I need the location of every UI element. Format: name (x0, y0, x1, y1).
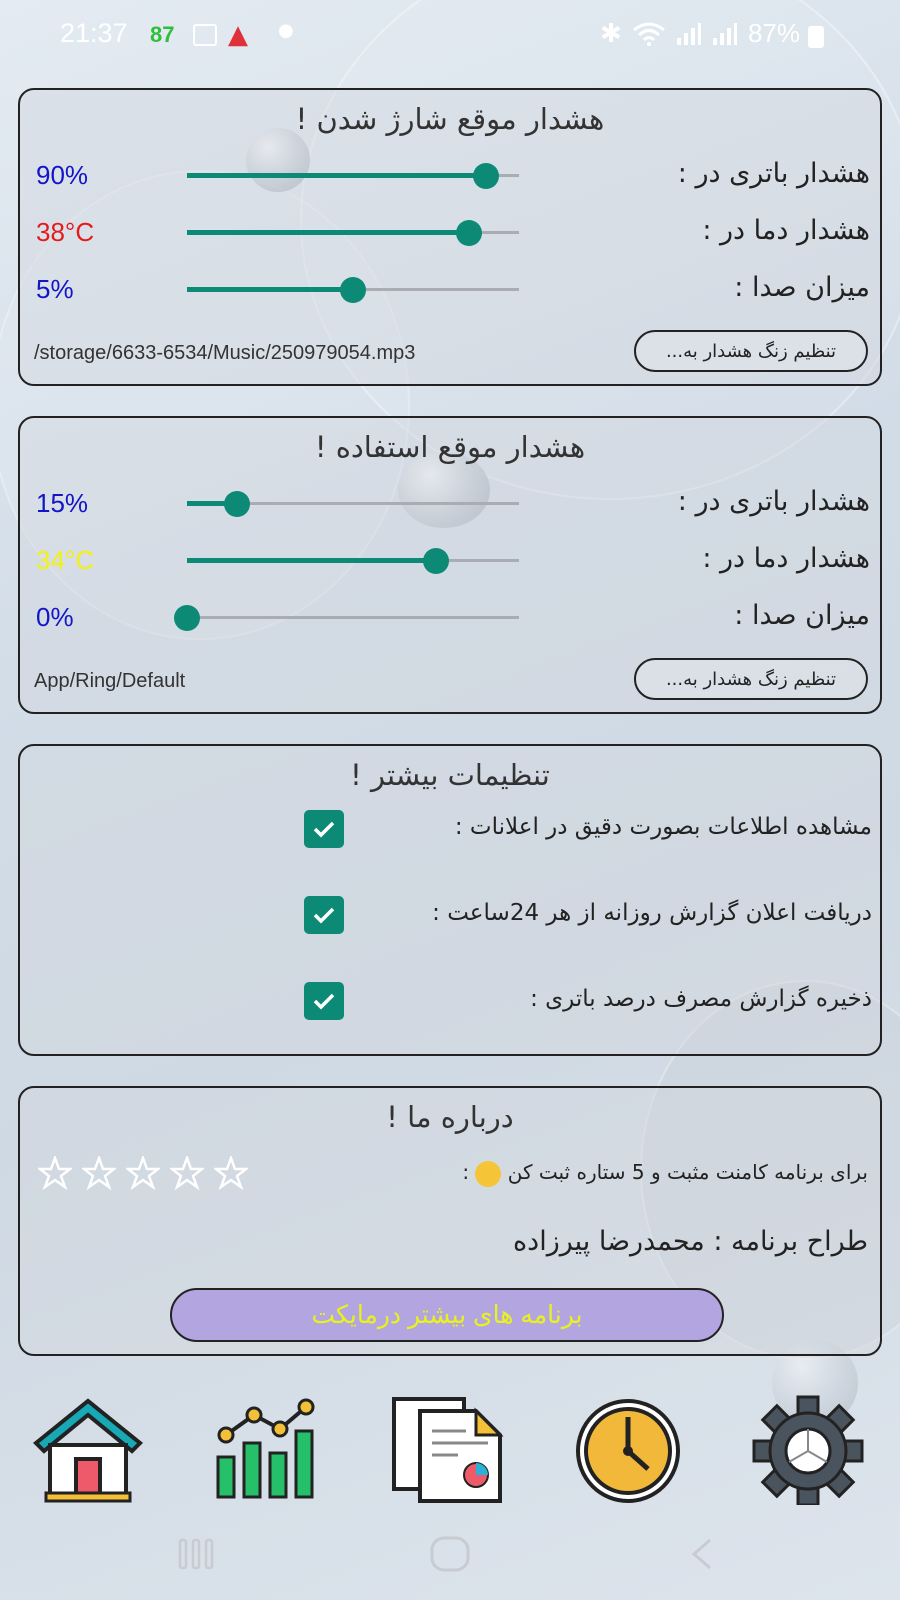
bottom-nav (0, 1395, 900, 1505)
checkbox-daily-report[interactable] (304, 896, 344, 934)
temperature-slider[interactable] (187, 231, 519, 234)
star-icon[interactable] (38, 1156, 72, 1190)
status-bar (0, 0, 900, 70)
row-value: 90% (36, 160, 89, 190)
slider-thumb[interactable] (174, 605, 200, 631)
slider-thumb[interactable] (340, 277, 366, 303)
slider-thumb[interactable] (224, 491, 250, 517)
row-value: 38°C (36, 217, 95, 247)
row-value: 34°C (36, 545, 95, 575)
clock-icon (568, 1395, 688, 1505)
slider-fill (187, 230, 469, 235)
status-time: 21:37 (60, 18, 128, 48)
row-value: 5% (36, 274, 74, 304)
setting-option (20, 896, 884, 940)
usage-alert-card (18, 416, 882, 714)
row-label: هشدار دما در : (702, 543, 870, 574)
alert-row-volume (20, 598, 884, 638)
slider-thumb[interactable] (456, 220, 482, 246)
signal-icon (712, 22, 738, 46)
check-label: ذخیره گزارش مصرف درصد باتری : (530, 986, 872, 1012)
home-button-icon[interactable] (428, 1534, 472, 1574)
rate-message: برای برنامه کامنت مثبت و 5 ستاره ثبت کن (507, 1160, 868, 1184)
check-label: مشاهده اطلاعات بصورت دقیق در اعلانات : (454, 814, 872, 840)
star-icon[interactable] (214, 1156, 248, 1190)
row-value: 15% (36, 488, 89, 518)
nav-home[interactable] (28, 1395, 148, 1505)
more-apps-button[interactable]: برنامه های بیشتر درمایکت (170, 1288, 724, 1342)
check-icon (310, 901, 338, 929)
battery-icon (808, 26, 824, 48)
home-icon (28, 1395, 148, 1505)
rate-text (462, 1160, 868, 1187)
stats-chart-icon (208, 1395, 328, 1505)
battery-slider[interactable] (187, 174, 519, 177)
dot-icon: ● (278, 20, 294, 41)
nav-report[interactable] (388, 1395, 508, 1505)
ring-path: App/Ring/Default (34, 670, 186, 692)
ring-path: /storage/6633-6534/Music/250979054.mp3 (34, 342, 416, 364)
row-label: هشدار باتری در : (677, 486, 870, 517)
slider-fill (187, 173, 486, 178)
row-label: میزان صدا : (734, 272, 870, 303)
setting-option (20, 810, 884, 854)
checkbox-save-usage-report[interactable] (304, 982, 344, 1020)
card-title: هشدار موقع شارژ شدن ! (295, 102, 605, 136)
temperature-slider[interactable] (187, 559, 519, 562)
check-icon (310, 815, 338, 843)
warning-icon: ▲ (228, 20, 248, 50)
slider-thumb[interactable] (473, 163, 499, 189)
card-title: تنظیمات بیشتر ! (350, 758, 550, 792)
rating-stars (38, 1156, 248, 1190)
row-label: هشدار باتری در : (677, 158, 870, 189)
about-card (18, 1086, 882, 1356)
alert-row-temperature (20, 213, 884, 253)
checkbox-detailed-notification[interactable] (304, 810, 344, 848)
nav-stats[interactable] (208, 1395, 328, 1505)
alert-row-temperature (20, 541, 884, 581)
slider-thumb[interactable] (423, 548, 449, 574)
card-title: هشدار موقع استفاده ! (314, 430, 586, 464)
volume-slider[interactable] (187, 288, 519, 291)
battery-percent: 87% (747, 18, 800, 48)
nav-clock[interactable] (568, 1395, 688, 1505)
star-icon[interactable] (82, 1156, 116, 1190)
designer-credit: طراح برنامه : محمدرضا پیرزاده (513, 1226, 868, 1257)
row-label: هشدار دما در : (702, 215, 870, 246)
image-icon (193, 24, 217, 46)
card-title: درباره ما ! (386, 1100, 514, 1134)
nav-settings[interactable] (748, 1395, 868, 1505)
status-badge: 87 (150, 22, 175, 47)
battery-slider[interactable] (187, 502, 519, 505)
row-value: 0% (36, 602, 74, 632)
heart-eyes-emoji-icon (475, 1161, 501, 1187)
star-icon[interactable] (126, 1156, 160, 1190)
signal-icon (676, 22, 702, 46)
slider-fill (187, 287, 353, 292)
alert-row-battery (20, 156, 884, 196)
set-ringtone-button[interactable]: تنظیم زنگ هشدار به... (634, 658, 868, 700)
more-settings-card (18, 744, 882, 1056)
system-nav-bar (0, 1530, 900, 1590)
row-label: میزان صدا : (734, 600, 870, 631)
slider-fill (187, 558, 436, 563)
alert-row-volume (20, 270, 884, 310)
star-icon[interactable] (170, 1156, 204, 1190)
set-ringtone-button[interactable]: تنظیم زنگ هشدار به... (634, 330, 868, 372)
volume-slider[interactable] (187, 616, 519, 619)
alert-row-battery (20, 484, 884, 524)
settings-gear-icon (748, 1395, 868, 1505)
check-icon (310, 987, 338, 1015)
charge-alert-card (18, 88, 882, 386)
wifi-icon (632, 22, 666, 46)
status-right-icons (600, 18, 800, 49)
bluetooth-icon: ✱ (600, 18, 622, 48)
check-label: دریافت اعلان گزارش روزانه از هر 24ساعت : (432, 900, 872, 926)
recent-apps-icon[interactable] (176, 1534, 216, 1574)
rate-suffix: : (462, 1160, 470, 1184)
report-document-icon (388, 1395, 508, 1505)
back-icon[interactable] (686, 1534, 718, 1574)
setting-option (20, 982, 884, 1026)
